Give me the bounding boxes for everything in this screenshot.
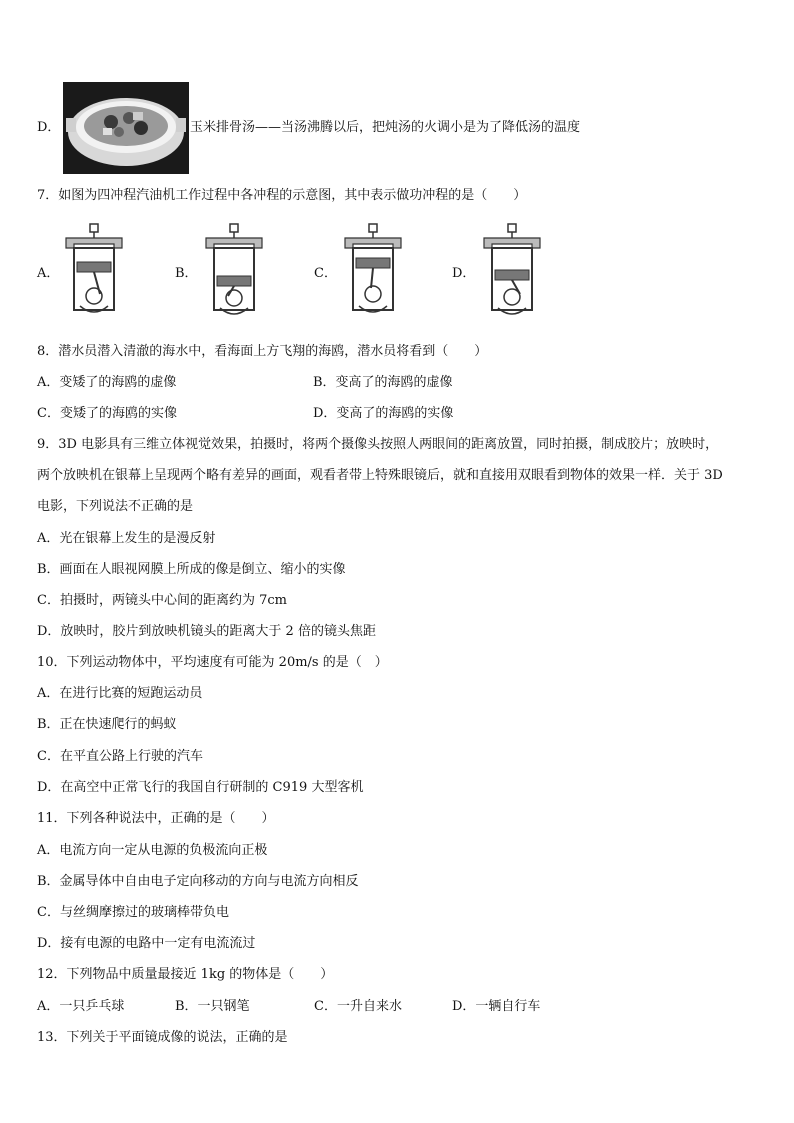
engine-diagram-c xyxy=(341,222,405,322)
q8-option-d: D．变高了的海鸥的实像 xyxy=(313,406,454,421)
q12-option-b: B．一只钢笔 xyxy=(175,999,250,1014)
q10-option-a: A．在进行比赛的短跑运动员 xyxy=(37,686,203,701)
q12-option-d: D．一辆自行车 xyxy=(452,999,541,1014)
q9-option-b: B．画面在人眼视网膜上所成的像是倒立、缩小的实像 xyxy=(37,562,346,577)
q11-option-b: B．金属导体中自由电子定向移动的方向与电流方向相反 xyxy=(37,874,359,889)
q11-option-c: C．与丝绸摩擦过的玻璃棒带负电 xyxy=(37,905,229,920)
engine-diagram-d xyxy=(480,222,544,322)
q11-option-d: D．接有电源的电路中一定有电流流过 xyxy=(37,936,256,951)
q13-stem: 13．下列关于平面镜成像的说法，正确的是 xyxy=(37,1030,288,1045)
q12-stem: 12．下列物品中质量最接近 1kg 的物体是（ ） xyxy=(37,967,334,982)
q9-stem-line-3: 电影，下列说法不正确的是 xyxy=(37,499,194,514)
q11-option-a: A．电流方向一定从电源的负极流向正极 xyxy=(37,843,268,858)
q6-option-d-text: 玉米排骨汤——当汤沸腾以后，把炖汤的火调小是为了降低汤的温度 xyxy=(190,120,581,135)
engine-diagram-b xyxy=(202,222,266,322)
q10-option-b: B．正在快速爬行的蚂蚁 xyxy=(37,717,177,732)
q10-option-c: C．在平直公路上行驶的汽车 xyxy=(37,749,203,764)
q12-option-c: C．一升自来水 xyxy=(314,999,402,1014)
q10-stem: 10．下列运动物体中，平均速度有可能为 20m/s 的是（ ） xyxy=(37,655,388,670)
q12-option-a: A．一只乒乓球 xyxy=(37,999,125,1014)
q10-option-d: D．在高空中正常飞行的我国自行研制的 C919 大型客机 xyxy=(37,780,364,795)
q9-option-d: D．放映时，胶片到放映机镜头的距离大于 2 倍的镜头焦距 xyxy=(37,624,376,639)
q8-option-a: A．变矮了的海鸥的虚像 xyxy=(37,375,177,390)
q8-option-c: C．变矮了的海鸥的实像 xyxy=(37,406,177,421)
q11-stem: 11．下列各种说法中，正确的是（ ） xyxy=(37,811,275,826)
q6-option-d-label: D． xyxy=(37,120,61,135)
q9-option-c: C．拍摄时，两镜头中心间的距离约为 7cm xyxy=(37,593,287,608)
engine-diagram-a xyxy=(62,222,126,322)
q8-stem: 8．潜水员潜入清澈的海水中，看海面上方飞翔的海鸥，潜水员将看到（ ） xyxy=(37,344,488,359)
q7-label-a: A． xyxy=(37,266,60,281)
q7-label-c: C． xyxy=(314,266,337,281)
q9-stem-line-2: 两个放映机在银幕上呈现两个略有差异的画面，观看者带上特殊眼镜后，就和直接用双眼看到物体的效果一样．关于 3D xyxy=(37,468,723,483)
q7-label-d: D． xyxy=(452,266,476,281)
corn-rib-soup-photo xyxy=(63,82,189,174)
q7-label-b: B． xyxy=(175,266,198,281)
q9-option-a: A．光在银幕上发生的是漫反射 xyxy=(37,531,216,546)
q7-stem: 7．如图为四冲程汽油机工作过程中各冲程的示意图，其中表示做功冲程的是（ ） xyxy=(37,188,527,203)
q8-option-b: B．变高了的海鸥的虚像 xyxy=(313,375,453,390)
q9-stem-line-1: 9．3D 电影具有三维立体视觉效果，拍摄时，将两个摄像头按照人两眼间的距离放置，同时拍摄，制成胶片；放映时， xyxy=(37,437,719,452)
